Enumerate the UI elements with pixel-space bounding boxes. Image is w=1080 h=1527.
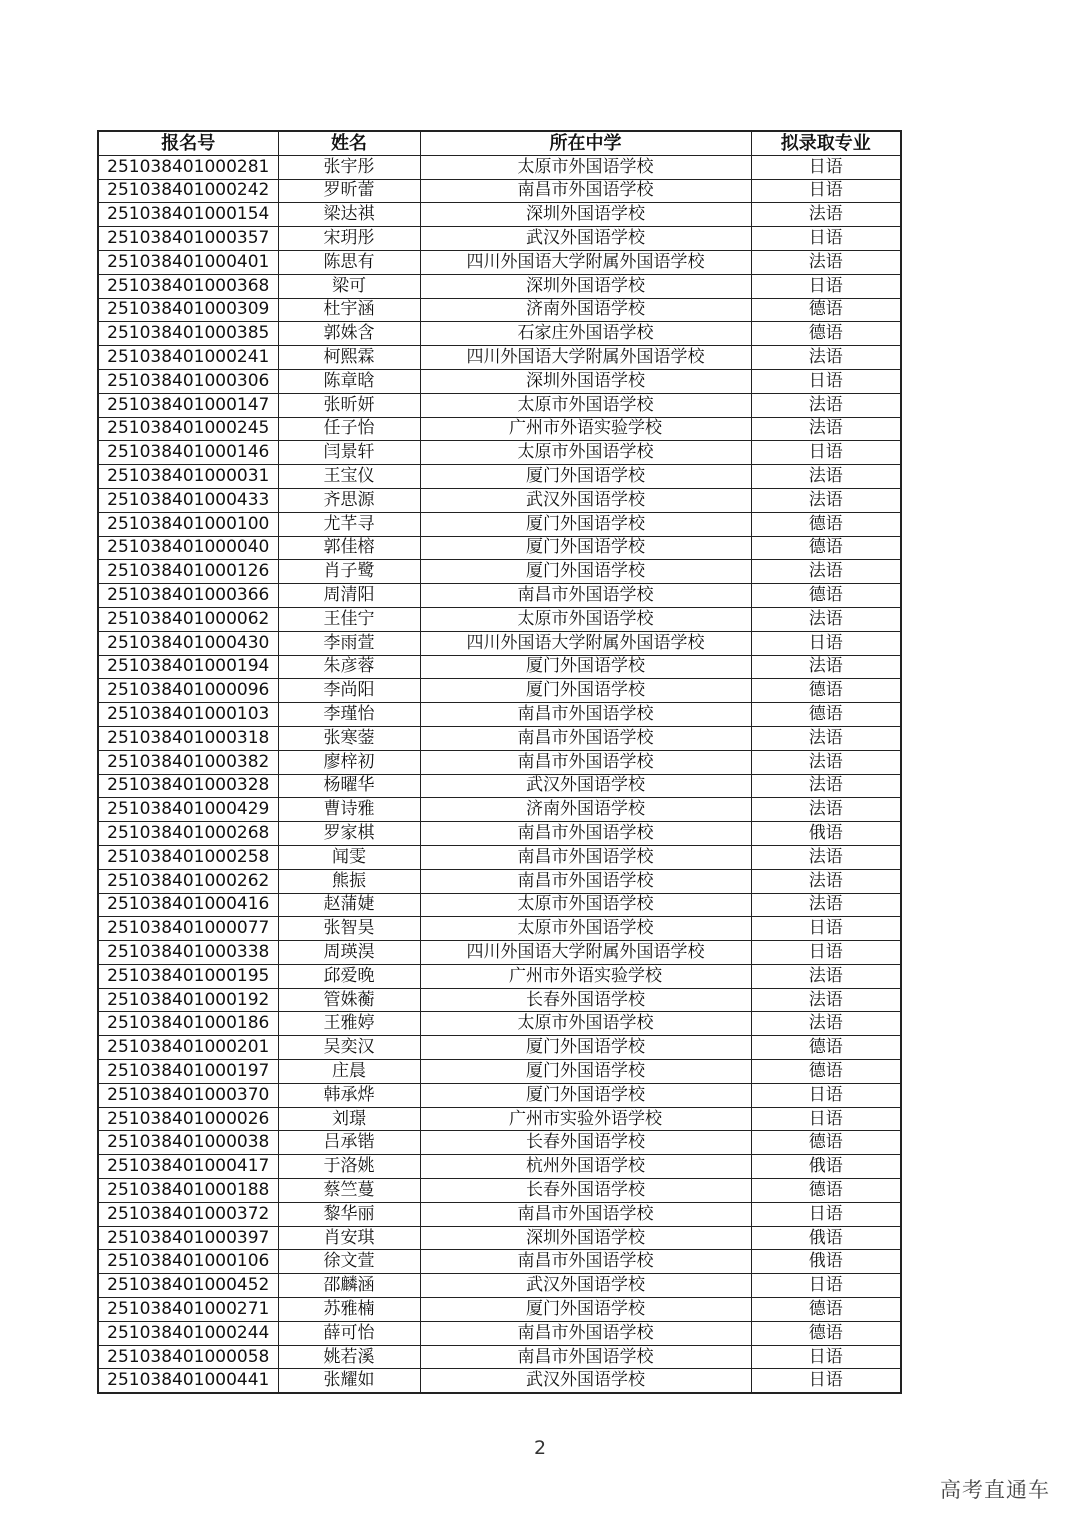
major-cell: 日语 (751, 1369, 901, 1393)
school-cell: 深圳外国语学校 (420, 369, 751, 393)
name-cell: 蔡竺蔓 (278, 1179, 420, 1203)
header-school: 所在中学 (420, 131, 751, 155)
school-cell: 长春外国语学校 (420, 1131, 751, 1155)
name-cell: 管姝蘅 (278, 988, 420, 1012)
name-cell: 黎华丽 (278, 1202, 420, 1226)
school-cell: 石家庄外国语学校 (420, 322, 751, 346)
school-cell: 深圳外国语学校 (420, 203, 751, 227)
registration-number-cell: 251038401000281 (98, 155, 278, 179)
name-cell: 庄晨 (278, 1060, 420, 1084)
name-cell: 赵蒲婕 (278, 893, 420, 917)
major-cell: 法语 (751, 250, 901, 274)
name-cell: 尤芊寻 (278, 512, 420, 536)
name-cell: 王佳宁 (278, 607, 420, 631)
school-cell: 南昌市外国语学校 (420, 703, 751, 727)
school-cell: 南昌市外国语学校 (420, 822, 751, 846)
header-registration-number: 报名号 (98, 131, 278, 155)
table-row (98, 1250, 901, 1274)
major-cell: 日语 (751, 1202, 901, 1226)
registration-number-cell: 251038401000186 (98, 1012, 278, 1036)
major-cell: 法语 (751, 774, 901, 798)
school-cell: 南昌市外国语学校 (420, 179, 751, 203)
major-cell: 法语 (751, 346, 901, 370)
registration-number-cell: 251038401000368 (98, 274, 278, 298)
school-cell: 南昌市外国语学校 (420, 1250, 751, 1274)
table-row (98, 1012, 901, 1036)
major-cell: 法语 (751, 893, 901, 917)
school-cell: 厦门外国语学校 (420, 1083, 751, 1107)
name-cell: 张耀如 (278, 1369, 420, 1393)
major-cell: 法语 (751, 726, 901, 750)
name-cell: 苏雅楠 (278, 1298, 420, 1322)
registration-number-cell: 251038401000271 (98, 1298, 278, 1322)
table-row (98, 1274, 901, 1298)
school-cell: 济南外国语学校 (420, 298, 751, 322)
table-row (98, 488, 901, 512)
major-cell: 法语 (751, 845, 901, 869)
registration-number-cell: 251038401000146 (98, 441, 278, 465)
school-cell: 广州市实验外语学校 (420, 1107, 751, 1131)
school-cell: 四川外国语大学附属外国语学校 (420, 346, 751, 370)
name-cell: 郭姝含 (278, 322, 420, 346)
registration-number-cell: 251038401000077 (98, 917, 278, 941)
registration-number-cell: 251038401000318 (98, 726, 278, 750)
school-cell: 南昌市外国语学校 (420, 726, 751, 750)
school-cell: 厦门外国语学校 (420, 1298, 751, 1322)
registration-number-cell: 251038401000194 (98, 655, 278, 679)
major-cell: 德语 (751, 1298, 901, 1322)
table-row (98, 441, 901, 465)
name-cell: 朱彦蓉 (278, 655, 420, 679)
header-major: 拟录取专业 (751, 131, 901, 155)
school-cell: 厦门外国语学校 (420, 512, 751, 536)
registration-number-cell: 251038401000245 (98, 417, 278, 441)
school-cell: 四川外国语大学附属外国语学校 (420, 631, 751, 655)
major-cell: 日语 (751, 1107, 901, 1131)
school-cell: 太原市外国语学校 (420, 893, 751, 917)
name-cell: 张寒蓥 (278, 726, 420, 750)
major-cell: 德语 (751, 322, 901, 346)
school-cell: 太原市外国语学校 (420, 155, 751, 179)
registration-number-cell: 251038401000309 (98, 298, 278, 322)
registration-number-cell: 251038401000058 (98, 1345, 278, 1369)
major-cell: 日语 (751, 1274, 901, 1298)
table-row (98, 417, 901, 441)
registration-number-cell: 251038401000262 (98, 869, 278, 893)
school-cell: 太原市外国语学校 (420, 393, 751, 417)
registration-number-cell: 251038401000385 (98, 322, 278, 346)
registration-number-cell: 251038401000192 (98, 988, 278, 1012)
registration-number-cell: 251038401000242 (98, 179, 278, 203)
registration-number-cell: 251038401000038 (98, 1131, 278, 1155)
major-cell: 法语 (751, 417, 901, 441)
school-cell: 厦门外国语学校 (420, 655, 751, 679)
table-row (98, 750, 901, 774)
school-cell: 武汉外国语学校 (420, 227, 751, 251)
school-cell: 南昌市外国语学校 (420, 1202, 751, 1226)
name-cell: 杨曜华 (278, 774, 420, 798)
name-cell: 柯熙霖 (278, 346, 420, 370)
major-cell: 法语 (751, 655, 901, 679)
name-cell: 王宝仪 (278, 465, 420, 489)
table-row (98, 346, 901, 370)
name-cell: 徐文萱 (278, 1250, 420, 1274)
school-cell: 南昌市外国语学校 (420, 584, 751, 608)
name-cell: 梁达祺 (278, 203, 420, 227)
registration-number-cell: 251038401000430 (98, 631, 278, 655)
name-cell: 刘璟 (278, 1107, 420, 1131)
name-cell: 廖梓初 (278, 750, 420, 774)
school-cell: 南昌市外国语学校 (420, 1345, 751, 1369)
school-cell: 四川外国语大学附属外国语学校 (420, 941, 751, 965)
table-row (98, 1060, 901, 1084)
registration-number-cell: 251038401000096 (98, 679, 278, 703)
major-cell: 德语 (751, 1060, 901, 1084)
table-row (98, 774, 901, 798)
registration-number-cell: 251038401000268 (98, 822, 278, 846)
major-cell: 德语 (751, 298, 901, 322)
school-cell: 武汉外国语学校 (420, 1274, 751, 1298)
registration-number-cell: 251038401000106 (98, 1250, 278, 1274)
registration-number-cell: 251038401000441 (98, 1369, 278, 1393)
major-cell: 日语 (751, 1083, 901, 1107)
table-row (98, 369, 901, 393)
registration-number-cell: 251038401000401 (98, 250, 278, 274)
school-cell: 太原市外国语学校 (420, 1012, 751, 1036)
registration-number-cell: 251038401000382 (98, 750, 278, 774)
registration-number-cell: 251038401000031 (98, 465, 278, 489)
name-cell: 李瑾怡 (278, 703, 420, 727)
registration-number-cell: 251038401000147 (98, 393, 278, 417)
table-row (98, 155, 901, 179)
table-row (98, 536, 901, 560)
name-cell: 吴奕汉 (278, 1036, 420, 1060)
major-cell: 德语 (751, 536, 901, 560)
table-row (98, 322, 901, 346)
table-row (98, 679, 901, 703)
school-cell: 广州市外语实验学校 (420, 417, 751, 441)
name-cell: 闻雯 (278, 845, 420, 869)
name-cell: 罗家棋 (278, 822, 420, 846)
table-row (98, 298, 901, 322)
registration-number-cell: 251038401000357 (98, 227, 278, 251)
name-cell: 宋玥彤 (278, 227, 420, 251)
registration-number-cell: 251038401000258 (98, 845, 278, 869)
registration-number-cell: 251038401000241 (98, 346, 278, 370)
major-cell: 日语 (751, 631, 901, 655)
major-cell: 法语 (751, 465, 901, 489)
major-cell: 法语 (751, 203, 901, 227)
registration-number-cell: 251038401000026 (98, 1107, 278, 1131)
major-cell: 法语 (751, 798, 901, 822)
name-cell: 邵麟涵 (278, 1274, 420, 1298)
major-cell: 日语 (751, 369, 901, 393)
school-cell: 厦门外国语学校 (420, 679, 751, 703)
school-cell: 长春外国语学校 (420, 1179, 751, 1203)
table-row (98, 869, 901, 893)
major-cell: 德语 (751, 1036, 901, 1060)
table-row (98, 274, 901, 298)
registration-number-cell: 251038401000103 (98, 703, 278, 727)
school-cell: 杭州外国语学校 (420, 1155, 751, 1179)
school-cell: 四川外国语大学附属外国语学校 (420, 250, 751, 274)
registration-number-cell: 251038401000372 (98, 1202, 278, 1226)
name-cell: 薛可怡 (278, 1321, 420, 1345)
major-cell: 法语 (751, 988, 901, 1012)
major-cell: 法语 (751, 869, 901, 893)
school-cell: 长春外国语学校 (420, 988, 751, 1012)
registration-number-cell: 251038401000452 (98, 1274, 278, 1298)
school-cell: 广州市外语实验学校 (420, 964, 751, 988)
table-row (98, 917, 901, 941)
table-row (98, 1345, 901, 1369)
major-cell: 日语 (751, 441, 901, 465)
major-cell: 日语 (751, 155, 901, 179)
name-cell: 任子怡 (278, 417, 420, 441)
registration-number-cell: 251038401000154 (98, 203, 278, 227)
registration-number-cell: 251038401000416 (98, 893, 278, 917)
major-cell: 法语 (751, 607, 901, 631)
table-row (98, 607, 901, 631)
school-cell: 厦门外国语学校 (420, 536, 751, 560)
registration-number-cell: 251038401000126 (98, 560, 278, 584)
name-cell: 王雅婷 (278, 1012, 420, 1036)
major-cell: 法语 (751, 964, 901, 988)
registration-number-cell: 251038401000100 (98, 512, 278, 536)
major-cell: 德语 (751, 679, 901, 703)
table-row (98, 1155, 901, 1179)
table-row (98, 1179, 901, 1203)
table-row (98, 1131, 901, 1155)
name-cell: 张宇彤 (278, 155, 420, 179)
registration-number-cell: 251038401000328 (98, 774, 278, 798)
table-row (98, 465, 901, 489)
table-body (98, 155, 901, 1393)
name-cell: 陈思有 (278, 250, 420, 274)
name-cell: 周清阳 (278, 584, 420, 608)
school-cell: 南昌市外国语学校 (420, 869, 751, 893)
registration-number-cell: 251038401000195 (98, 964, 278, 988)
school-cell: 太原市外国语学校 (420, 917, 751, 941)
school-cell: 武汉外国语学校 (420, 774, 751, 798)
name-cell: 杜宇涵 (278, 298, 420, 322)
name-cell: 李尚阳 (278, 679, 420, 703)
name-cell: 熊振 (278, 869, 420, 893)
major-cell: 德语 (751, 1131, 901, 1155)
registration-number-cell: 251038401000197 (98, 1060, 278, 1084)
registration-number-cell: 251038401000433 (98, 488, 278, 512)
table-row (98, 1036, 901, 1060)
name-cell: 李雨萱 (278, 631, 420, 655)
school-cell: 厦门外国语学校 (420, 465, 751, 489)
table-row (98, 584, 901, 608)
name-cell: 梁可 (278, 274, 420, 298)
name-cell: 于洛姚 (278, 1155, 420, 1179)
name-cell: 齐思源 (278, 488, 420, 512)
registration-number-cell: 251038401000244 (98, 1321, 278, 1345)
major-cell: 德语 (751, 512, 901, 536)
name-cell: 肖子鹭 (278, 560, 420, 584)
admission-table (97, 130, 902, 1394)
name-cell: 张智昊 (278, 917, 420, 941)
table-row (98, 988, 901, 1012)
table-row (98, 1321, 901, 1345)
table-row (98, 1202, 901, 1226)
table-row (98, 227, 901, 251)
table-row (98, 512, 901, 536)
name-cell: 曹诗雅 (278, 798, 420, 822)
school-cell: 厦门外国语学校 (420, 1036, 751, 1060)
table-row (98, 655, 901, 679)
name-cell: 张昕妍 (278, 393, 420, 417)
name-cell: 周瑛淏 (278, 941, 420, 965)
table-row (98, 845, 901, 869)
header-name: 姓名 (278, 131, 420, 155)
registration-number-cell: 251038401000429 (98, 798, 278, 822)
name-cell: 陈章晗 (278, 369, 420, 393)
table-row (98, 703, 901, 727)
table-row (98, 631, 901, 655)
school-cell: 厦门外国语学校 (420, 1060, 751, 1084)
registration-number-cell: 251038401000370 (98, 1083, 278, 1107)
major-cell: 法语 (751, 750, 901, 774)
major-cell: 法语 (751, 393, 901, 417)
major-cell: 俄语 (751, 1250, 901, 1274)
major-cell: 德语 (751, 584, 901, 608)
major-cell: 日语 (751, 917, 901, 941)
table-row (98, 179, 901, 203)
table-row (98, 726, 901, 750)
table-row (98, 822, 901, 846)
table-row (98, 798, 901, 822)
school-cell: 厦门外国语学校 (420, 560, 751, 584)
school-cell: 太原市外国语学校 (420, 607, 751, 631)
page-number: 2 (533, 1437, 547, 1459)
registration-number-cell: 251038401000201 (98, 1036, 278, 1060)
name-cell: 吕承锴 (278, 1131, 420, 1155)
name-cell: 罗昕蕾 (278, 179, 420, 203)
registration-number-cell: 251038401000366 (98, 584, 278, 608)
major-cell: 德语 (751, 703, 901, 727)
registration-number-cell: 251038401000040 (98, 536, 278, 560)
registration-number-cell: 251038401000306 (98, 369, 278, 393)
major-cell: 法语 (751, 1012, 901, 1036)
table-row (98, 1107, 901, 1131)
registration-number-cell: 251038401000188 (98, 1179, 278, 1203)
school-cell: 南昌市外国语学校 (420, 845, 751, 869)
table-row (98, 1298, 901, 1322)
table-row (98, 1226, 901, 1250)
major-cell: 德语 (751, 1179, 901, 1203)
school-cell: 济南外国语学校 (420, 798, 751, 822)
major-cell: 日语 (751, 274, 901, 298)
school-cell: 武汉外国语学校 (420, 1369, 751, 1393)
name-cell: 郭佳榕 (278, 536, 420, 560)
registration-number-cell: 251038401000338 (98, 941, 278, 965)
registration-number-cell: 251038401000062 (98, 607, 278, 631)
name-cell: 韩承烨 (278, 1083, 420, 1107)
major-cell: 德语 (751, 1321, 901, 1345)
school-cell: 深圳外国语学校 (420, 1226, 751, 1250)
major-cell: 法语 (751, 560, 901, 584)
name-cell: 闫景轩 (278, 441, 420, 465)
major-cell: 日语 (751, 179, 901, 203)
registration-number-cell: 251038401000397 (98, 1226, 278, 1250)
table-row (98, 560, 901, 584)
table-row (98, 941, 901, 965)
name-cell: 邱爱晚 (278, 964, 420, 988)
major-cell: 俄语 (751, 1226, 901, 1250)
major-cell: 法语 (751, 488, 901, 512)
table-row (98, 1369, 901, 1393)
major-cell: 日语 (751, 941, 901, 965)
name-cell: 肖安琪 (278, 1226, 420, 1250)
table-row (98, 1083, 901, 1107)
name-cell: 姚若溪 (278, 1345, 420, 1369)
school-cell: 武汉外国语学校 (420, 488, 751, 512)
watermark-text: 高考直通车 (940, 1478, 1050, 1502)
table-row (98, 393, 901, 417)
major-cell: 俄语 (751, 822, 901, 846)
major-cell: 俄语 (751, 1155, 901, 1179)
table-row (98, 964, 901, 988)
school-cell: 南昌市外国语学校 (420, 1321, 751, 1345)
school-cell: 南昌市外国语学校 (420, 750, 751, 774)
table-row (98, 203, 901, 227)
table-row (98, 250, 901, 274)
major-cell: 日语 (751, 227, 901, 251)
school-cell: 深圳外国语学校 (420, 274, 751, 298)
major-cell: 日语 (751, 1345, 901, 1369)
registration-number-cell: 251038401000417 (98, 1155, 278, 1179)
table-header-row (98, 131, 901, 155)
table-row (98, 893, 901, 917)
school-cell: 太原市外国语学校 (420, 441, 751, 465)
